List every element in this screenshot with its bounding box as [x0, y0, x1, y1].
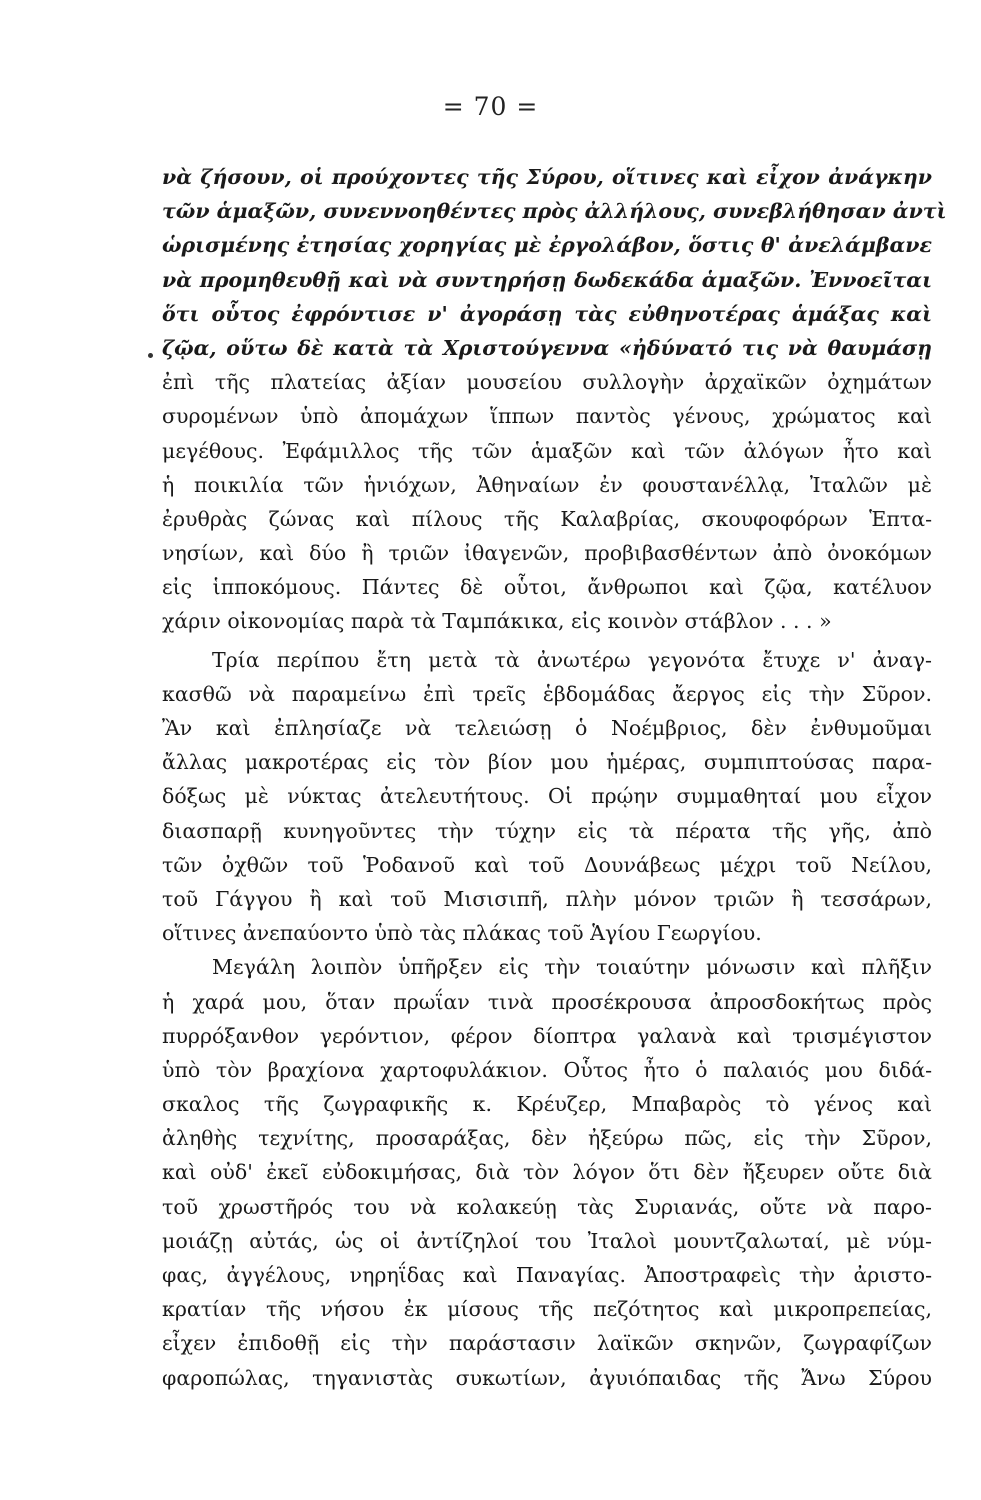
text-line: ἡ ποικιλία τῶν ἡνιόχων, Ἀθηναίων ἐν φουστανέλλᾳ, Ἰταλῶν μὲ [162, 472, 932, 497]
body-text [162, 160, 947, 1395]
text-line: μοιάζῃ αὐτάς, ὡς οἱ ἀντίζηλοί του Ἰταλοὶ μουντζαλωταί, μὲ νύμ- [162, 1228, 932, 1253]
text-line: Ἂν καὶ ἐπλησίαζε νὰ τελειώσῃ ὁ Νοέμβριος, δὲν ἐνθυμοῦμαι [162, 716, 932, 740]
text-line: Μεγάλη λοιπὸν ὑπῆρξεν εἰς τὴν τοιαύτην μόνωσιν καὶ πλῆξιν [212, 955, 932, 980]
text-line: ἐπὶ τῆς πλατείας ἀξίαν μουσείου συλλογὴν ἀρχαϊκῶν ὀχημάτων [162, 370, 932, 395]
text-line: ἄλλας μακροτέρας εἰς τὸν βίον μου ἡμέρας, συμπιπτούσας παρα- [162, 750, 932, 775]
text-line: χάριν οἰκονομίας παρὰ τὰ Ταμπάκικα, εἰς κοινὸν στάβλον . . . » [162, 609, 832, 634]
text-line: φαροπώλας, τηγανιστὰς συκωτίων, ἀγυιόπαιδας τῆς Ἄνω Σύρου [162, 1365, 932, 1390]
text-line: ὅτι οὗτος ἐφρόντισε ν' ἀγοράσῃ τὰς εὐθηνοτέρας ἁμάξας καὶ [162, 301, 932, 326]
text-line: ζῷα, οὕτω δὲ κατὰ τὰ Χριστούγεννα «ἠδύνατό τις νὰ θαυμάσῃ [162, 335, 932, 360]
text-line: φας, ἀγγέλους, νηρηΐδας καὶ Παναγίας. Ἀποστραφεὶς τὴν ἀριστο- [162, 1263, 932, 1287]
text-line: καὶ οὐδ' ἐκεῖ εὐδοκιμήσας, διὰ τὸν λόγον ὅτι δὲν ἤξευρεν οὔτε διὰ [162, 1160, 932, 1185]
text-line: τοῦ Γάγγου ἢ καὶ τοῦ Μισισιπῆ, πλὴν μόνον τριῶν ἢ τεσσάρων, [162, 886, 932, 911]
text-line: μεγέθους. Ἐφάμιλλος τῆς τῶν ἁμαξῶν καὶ τῶν ἀλόγων ἦτο καὶ [162, 438, 932, 463]
text-line: διασπαρῇ κυνηγοῦντες τὴν τύχην εἰς τὰ πέρατα τῆς γῆς, ἀπὸ [162, 818, 932, 843]
paragraph-1 [162, 160, 947, 639]
text-line: ἀληθὴς τεχνίτης, προσαράξας, δὲν ἠξεύρω πῶς, εἰς τὴν Σῦρον, [162, 1126, 932, 1151]
text-line: πυρρόξανθον γερόντιον, φέρον δίοπτρα γαλανὰ καὶ τρισμέγιστον [162, 1023, 932, 1048]
text-line: ἐρυθρὰς ζώνας καὶ πίλους τῆς Καλαβρίας, σκουφοφόρων Ἑπτα- [162, 506, 932, 531]
text-line: νὰ ζήσουν, οἱ προύχοντες τῆς Σύρου, οἵτινες καὶ εἶχον ἀνάγκην [162, 165, 932, 189]
text-line: ὡρισμένης ἐτησίας χορηγίας μὲ ἐργολάβον, ὅστις θ' ἀνελάμβανε [162, 233, 932, 258]
text-line: σκαλος τῆς ζωγραφικῆς κ. Κρέυζερ, Μπαβαρὸς τὸ γένος καὶ [162, 1092, 932, 1117]
text-line: τῶν ὀχθῶν τοῦ Ῥοδανοῦ καὶ τοῦ Δουνάβεως μέχρι τοῦ Νείλου, [162, 852, 932, 877]
text-line: τῶν ἁμαξῶν, συνεννοηθέντες πρὸς ἀλλήλους, συνεβλήθησαν ἀντὶ [162, 199, 947, 224]
page-number: = 70 = [442, 92, 539, 121]
paragraph-3 [162, 950, 932, 1394]
paragraph-2 [162, 643, 932, 951]
text-line: κρατίαν τῆς νήσου ἐκ μίσους τῆς πεζότητος καὶ μικροπρεπείας, [162, 1297, 932, 1322]
text-line: οἵτινες ἀνεπαύοντο ὑπὸ τὰς πλάκας τοῦ Ἁγίου Γεωργίου. [162, 921, 762, 946]
text-line: ὑπὸ τὸν βραχίονα χαρτοφυλάκιον. Οὗτος ἦτο ὁ παλαιός μου διδά- [162, 1057, 932, 1082]
text-line: νησίων, καὶ δύο ἢ τριῶν ἰθαγενῶν, προβιβασθέντων ἀπὸ ὀνοκόμων [162, 541, 932, 566]
text-line: τοῦ χρωστῆρός του νὰ κολακεύῃ τὰς Συριανάς, οὔτε νὰ παρο- [162, 1194, 932, 1219]
text-line: δόξως μὲ νύκτας ἀτελευτήτους. Οἱ πρῴην συμμαθηταί μου εἶχον [162, 784, 932, 809]
text-line: Τρία περίπου ἔτη μετὰ τὰ ἀνωτέρω γεγονότα ἔτυχε ν' ἀναγ- [212, 647, 932, 672]
text-line: εἰς ἱπποκόμους. Πάντες δὲ οὗτοι, ἄνθρωποι καὶ ζῷα, κατέλυον [162, 575, 932, 600]
text-line: συρομένων ὑπὸ ἀπομάχων ἵππων παντὸς γένους, χρώματος καὶ [162, 404, 932, 429]
text-line: νὰ προμηθευθῇ καὶ νὰ συντηρήσῃ δωδεκάδα ἁμαξῶν. Ἐννοεῖται [162, 267, 932, 292]
text-line: κασθῶ νὰ παραμείνω ἐπὶ τρεῖς ἑβδομάδας ἄεργος εἰς τὴν Σῦρον. [162, 681, 932, 706]
text-line: εἶχεν ἐπιδοθῇ εἰς τὴν παράστασιν λαϊκῶν σκηνῶν, ζωγραφίζων [162, 1331, 932, 1356]
text-line: ἡ χαρά μου, ὅταν πρωΐαν τινὰ προσέκρουσα ἀπροσδοκήτως πρὸς [162, 989, 932, 1014]
margin-mark [148, 353, 153, 358]
